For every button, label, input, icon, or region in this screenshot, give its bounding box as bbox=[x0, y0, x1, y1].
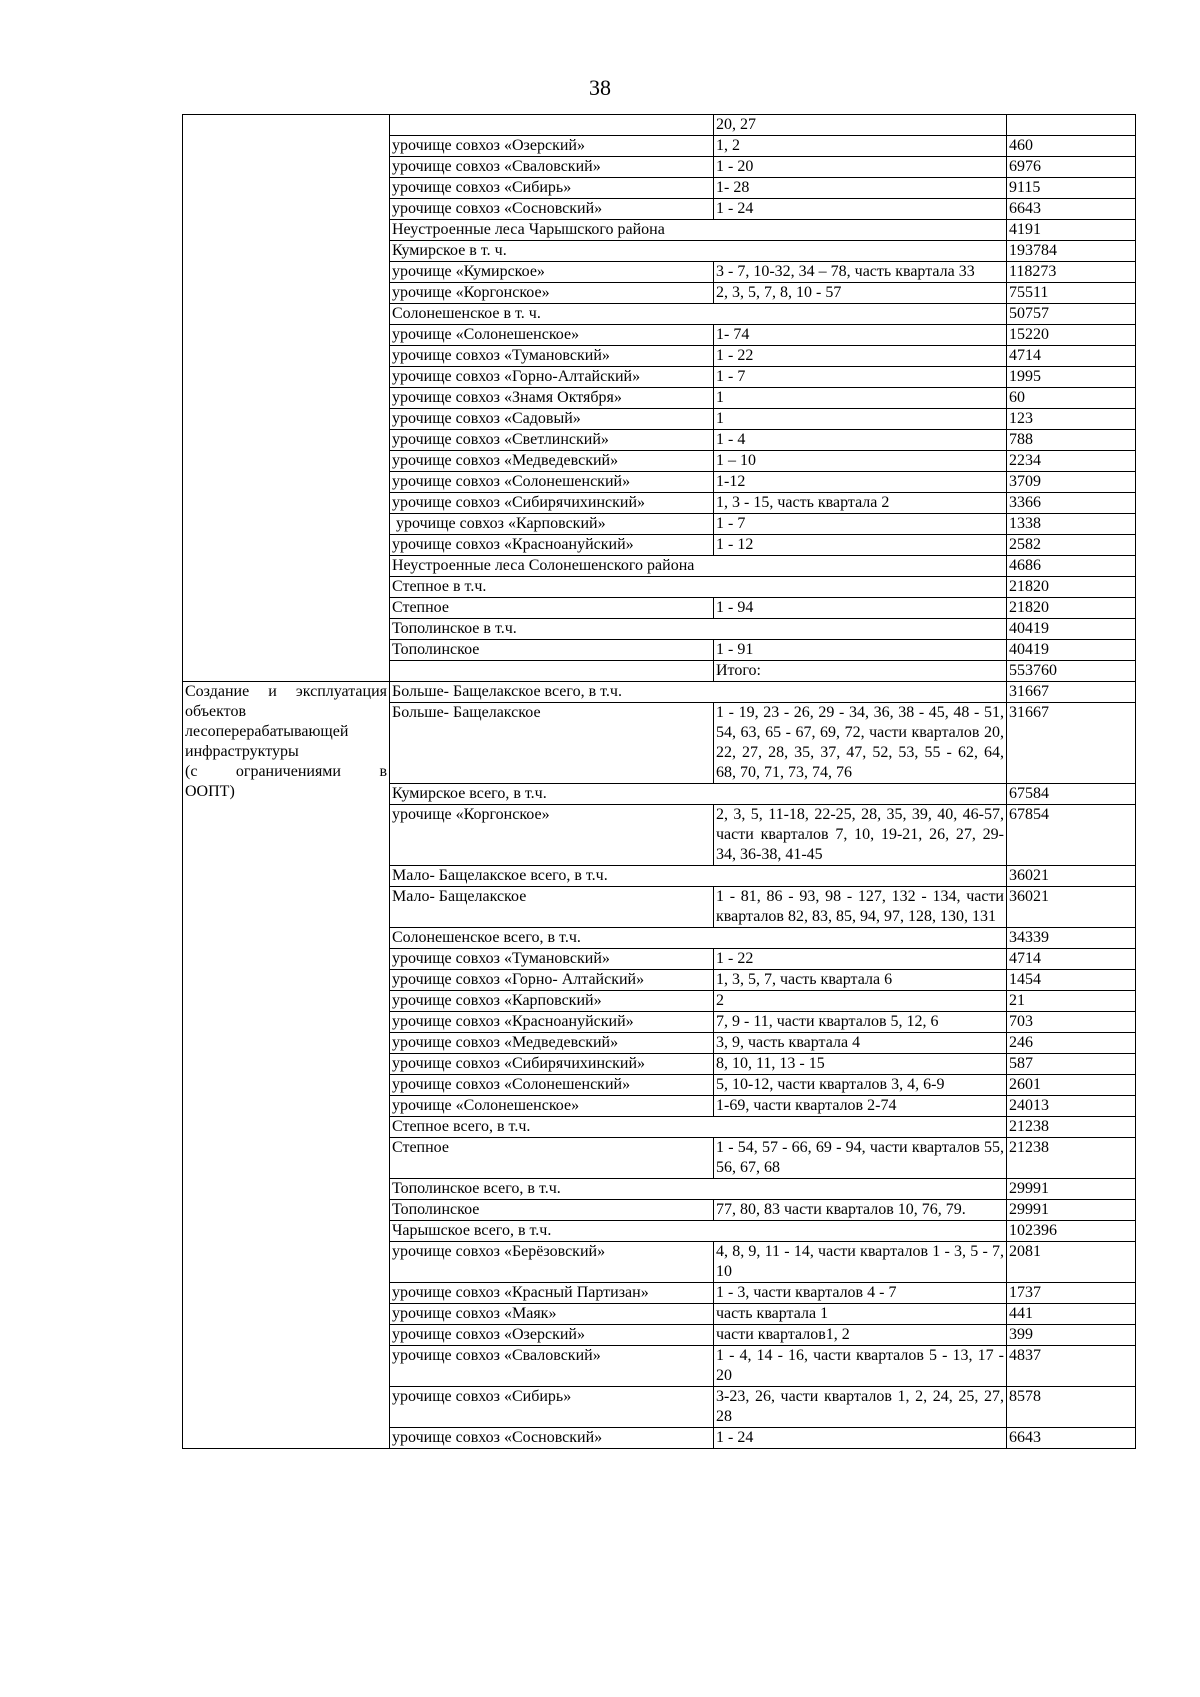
forest-quarters-table bbox=[182, 114, 1136, 1449]
forestry-name-cell: Чарышское всего, в т.ч. bbox=[390, 1221, 1007, 1242]
forestry-name-cell: урочище «Солонешенское» bbox=[390, 1096, 714, 1117]
area-cell: 3709 bbox=[1007, 472, 1136, 493]
forestry-name-cell: Тополинское bbox=[390, 1200, 714, 1221]
forestry-name-cell: Солонешенское в т. ч. bbox=[390, 304, 1007, 325]
forestry-name-cell: урочище совхоз «Берёзовский» bbox=[390, 1242, 714, 1283]
area-cell: 460 bbox=[1007, 136, 1136, 157]
quarters-cell: 1- 74 bbox=[714, 325, 1007, 346]
quarters-cell: 1-69, части кварталов 2-74 bbox=[714, 1096, 1007, 1117]
activity-line: (с ограничениями в bbox=[185, 763, 387, 780]
area-cell: 29991 bbox=[1007, 1179, 1136, 1200]
forestry-name-cell: Степное bbox=[390, 598, 714, 619]
area-cell: 1737 bbox=[1007, 1283, 1136, 1304]
quarters-cell: 1 bbox=[714, 388, 1007, 409]
area-cell: 4714 bbox=[1007, 949, 1136, 970]
forestry-name-cell: Неустроенные леса Солонешенского района bbox=[390, 556, 1007, 577]
quarters-cell: 1 - 4, 14 - 16, части кварталов 5 - 13, 17 - 20 bbox=[714, 1346, 1007, 1387]
forestry-name-cell: урочище «Кумирское» bbox=[390, 262, 714, 283]
quarters-cell: 5, 10-12, части кварталов 3, 4, 6-9 bbox=[714, 1075, 1007, 1096]
area-cell: 21238 bbox=[1007, 1117, 1136, 1138]
area-cell: 36021 bbox=[1007, 887, 1136, 928]
area-cell: 40419 bbox=[1007, 619, 1136, 640]
quarters-cell: 1 - 19, 23 - 26, 29 - 34, 36, 38 - 45, 48 - 51, 54, 63, 65 - 67, 69, 72, части кварталов 20, 22, 27, 28, 35, 37, 47, 52, 53, 55 - 62, 64, 68, 70, 71, 73, 74, 76 bbox=[714, 703, 1007, 784]
quarters-cell: 1 - 4 bbox=[714, 430, 1007, 451]
area-cell: 15220 bbox=[1007, 325, 1136, 346]
forestry-name-cell: урочище совхоз «Озерский» bbox=[390, 1325, 714, 1346]
quarters-cell: 1 - 54, 57 - 66, 69 - 94, части кварталов 55, 56, 67, 68 bbox=[714, 1138, 1007, 1179]
forestry-name-cell: Больше- Бащелакское всего, в т.ч. bbox=[390, 682, 1007, 703]
forestry-name-cell bbox=[390, 661, 714, 682]
activity-cell-empty bbox=[183, 115, 390, 682]
area-cell: 6643 bbox=[1007, 1428, 1136, 1449]
forestry-name-cell: Степное bbox=[390, 1138, 714, 1179]
quarters-cell: 1, 3, 5, 7, часть квартала 6 bbox=[714, 970, 1007, 991]
quarters-cell: 2, 3, 5, 11-18, 22-25, 28, 35, 39, 40, 46-57, части кварталов 7, 10, 19-21, 26, 27, 29-34, 36-38, 41-45 bbox=[714, 805, 1007, 866]
forestry-name-cell: урочище совхоз «Озерский» bbox=[390, 136, 714, 157]
area-cell: 29991 bbox=[1007, 1200, 1136, 1221]
forestry-name-cell: Неустроенные леса Чарышского района bbox=[390, 220, 1007, 241]
quarters-cell: 77, 80, 83 части кварталов 10, 76, 79. bbox=[714, 1200, 1007, 1221]
area-cell: 8578 bbox=[1007, 1387, 1136, 1428]
forestry-name-cell: урочище совхоз «Сибирячихинский» bbox=[390, 493, 714, 514]
area-cell: 1995 bbox=[1007, 367, 1136, 388]
quarters-cell: 1-12 bbox=[714, 472, 1007, 493]
area-cell: 2601 bbox=[1007, 1075, 1136, 1096]
forestry-name-cell: Тополинское в т.ч. bbox=[390, 619, 1007, 640]
quarters-cell: Итого: bbox=[714, 661, 1007, 682]
area-cell: 31667 bbox=[1007, 682, 1136, 703]
forestry-name-cell: урочище совхоз «Карповский» bbox=[390, 514, 714, 535]
quarters-cell: 1, 3 - 15, часть квартала 2 bbox=[714, 493, 1007, 514]
area-cell: 123 bbox=[1007, 409, 1136, 430]
area-cell: 587 bbox=[1007, 1054, 1136, 1075]
forestry-name-cell: урочище совхоз «Сосновский» bbox=[390, 1428, 714, 1449]
area-cell: 703 bbox=[1007, 1012, 1136, 1033]
area-cell: 193784 bbox=[1007, 241, 1136, 262]
forestry-name-cell: урочище совхоз «Тумановский» bbox=[390, 346, 714, 367]
area-cell: 21 bbox=[1007, 991, 1136, 1012]
forestry-name-cell: урочище совхоз «Маяк» bbox=[390, 1304, 714, 1325]
forestry-name-cell: урочище совхоз «Красноануйский» bbox=[390, 535, 714, 556]
forestry-name-cell: урочище совхоз «Знамя Октября» bbox=[390, 388, 714, 409]
forestry-name-cell: Кумирское в т. ч. bbox=[390, 241, 1007, 262]
quarters-cell: 1 - 24 bbox=[714, 199, 1007, 220]
activity-line: лесоперерабатывающей bbox=[185, 723, 349, 740]
quarters-cell: 4, 8, 9, 11 - 14, части кварталов 1 - 3, 5 - 7, 10 bbox=[714, 1242, 1007, 1283]
quarters-cell: часть квартала 1 bbox=[714, 1304, 1007, 1325]
area-cell bbox=[1007, 115, 1136, 136]
forestry-name-cell: урочище совхоз «Горно- Алтайский» bbox=[390, 970, 714, 991]
quarters-cell: 1 - 22 bbox=[714, 346, 1007, 367]
quarters-cell: 1 - 3, части кварталов 4 - 7 bbox=[714, 1283, 1007, 1304]
table-row bbox=[183, 115, 1136, 136]
activity-line: Создание и эксплуатация bbox=[185, 683, 387, 700]
quarters-cell: 3-23, 26, части кварталов 1, 2, 24, 25, 27, 28 bbox=[714, 1387, 1007, 1428]
quarters-cell: 3 - 7, 10-32, 34 – 78, часть квартала 33 bbox=[714, 262, 1007, 283]
quarters-cell: 2 bbox=[714, 991, 1007, 1012]
area-cell: 102396 bbox=[1007, 1221, 1136, 1242]
quarters-cell: 1 - 22 bbox=[714, 949, 1007, 970]
activity-line: ООПТ) bbox=[185, 783, 235, 800]
area-cell: 399 bbox=[1007, 1325, 1136, 1346]
area-cell: 6976 bbox=[1007, 157, 1136, 178]
area-cell: 67854 bbox=[1007, 805, 1136, 866]
quarters-cell: части кварталов1, 2 bbox=[714, 1325, 1007, 1346]
quarters-cell: 1 - 20 bbox=[714, 157, 1007, 178]
area-cell: 75511 bbox=[1007, 283, 1136, 304]
quarters-cell: 7, 9 - 11, части кварталов 5, 12, 6 bbox=[714, 1012, 1007, 1033]
area-cell: 2582 bbox=[1007, 535, 1136, 556]
page-number: 38 bbox=[589, 75, 611, 100]
table-row bbox=[183, 682, 1136, 703]
quarters-cell: 1 - 7 bbox=[714, 367, 1007, 388]
area-cell: 40419 bbox=[1007, 640, 1136, 661]
area-cell: 4714 bbox=[1007, 346, 1136, 367]
forestry-name-cell: Больше- Бащелакское bbox=[390, 703, 714, 784]
forestry-name-cell: урочище совхоз «Солонешенский» bbox=[390, 1075, 714, 1096]
quarters-cell: 1 - 7 bbox=[714, 514, 1007, 535]
forestry-name-cell: урочище совхоз «Сваловский» bbox=[390, 157, 714, 178]
forestry-name-cell: Степное в т.ч. bbox=[390, 577, 1007, 598]
area-cell: 50757 bbox=[1007, 304, 1136, 325]
quarters-cell: 1 - 91 bbox=[714, 640, 1007, 661]
forestry-name-cell: урочище совхоз «Сваловский» bbox=[390, 1346, 714, 1387]
area-cell: 21238 bbox=[1007, 1138, 1136, 1179]
quarters-cell: 8, 10, 11, 13 - 15 bbox=[714, 1054, 1007, 1075]
forestry-name-cell: урочище «Солонешенское» bbox=[390, 325, 714, 346]
forestry-name-cell: урочище совхоз «Медведевский» bbox=[390, 1033, 714, 1054]
quarters-cell: 20, 27 bbox=[714, 115, 1007, 136]
quarters-cell: 2, 3, 5, 7, 8, 10 - 57 bbox=[714, 283, 1007, 304]
area-cell: 1338 bbox=[1007, 514, 1136, 535]
area-cell: 4191 bbox=[1007, 220, 1136, 241]
activity-cell bbox=[183, 682, 390, 1449]
area-cell: 4837 bbox=[1007, 1346, 1136, 1387]
quarters-cell: 1 - 24 bbox=[714, 1428, 1007, 1449]
forestry-name-cell: Тополинское bbox=[390, 640, 714, 661]
forestry-name-cell: урочище совхоз «Карповский» bbox=[390, 991, 714, 1012]
area-cell: 4686 bbox=[1007, 556, 1136, 577]
area-cell: 31667 bbox=[1007, 703, 1136, 784]
forestry-name-cell: урочище совхоз «Медведевский» bbox=[390, 451, 714, 472]
forestry-name-cell: урочище совхоз «Солонешенский» bbox=[390, 472, 714, 493]
area-cell: 60 bbox=[1007, 388, 1136, 409]
quarters-cell: 1, 2 bbox=[714, 136, 1007, 157]
quarters-cell: 3, 9, часть квартала 4 bbox=[714, 1033, 1007, 1054]
forestry-name-cell: Мало- Бащелакское bbox=[390, 887, 714, 928]
area-cell: 21820 bbox=[1007, 598, 1136, 619]
area-cell: 67584 bbox=[1007, 784, 1136, 805]
area-cell: 34339 bbox=[1007, 928, 1136, 949]
forestry-name-cell bbox=[390, 115, 714, 136]
area-cell: 24013 bbox=[1007, 1096, 1136, 1117]
forestry-name-cell: Тополинское всего, в т.ч. bbox=[390, 1179, 1007, 1200]
forestry-name-cell: урочище совхоз «Горно-Алтайский» bbox=[390, 367, 714, 388]
forestry-name-cell: урочище «Коргонское» bbox=[390, 283, 714, 304]
area-cell: 1454 bbox=[1007, 970, 1136, 991]
forestry-name-cell: урочище совхоз «Тумановский» bbox=[390, 949, 714, 970]
forestry-name-cell: урочище совхоз «Сибирячихинский» bbox=[390, 1054, 714, 1075]
area-cell: 36021 bbox=[1007, 866, 1136, 887]
quarters-cell: 1 - 12 bbox=[714, 535, 1007, 556]
forestry-name-cell: Мало- Бащелакское всего, в т.ч. bbox=[390, 866, 1007, 887]
area-cell: 3366 bbox=[1007, 493, 1136, 514]
forestry-name-cell: урочище совхоз «Сосновский» bbox=[390, 199, 714, 220]
quarters-cell: 1 – 10 bbox=[714, 451, 1007, 472]
area-cell: 21820 bbox=[1007, 577, 1136, 598]
area-cell: 553760 bbox=[1007, 661, 1136, 682]
forestry-name-cell: урочище совхоз «Светлинский» bbox=[390, 430, 714, 451]
area-cell: 788 bbox=[1007, 430, 1136, 451]
forestry-name-cell: урочище совхоз «Красноануйский» bbox=[390, 1012, 714, 1033]
area-cell: 9115 bbox=[1007, 178, 1136, 199]
forestry-name-cell: урочище совхоз «Садовый» bbox=[390, 409, 714, 430]
area-cell: 2081 bbox=[1007, 1242, 1136, 1283]
area-cell: 441 bbox=[1007, 1304, 1136, 1325]
forestry-name-cell: урочище совхоз «Красный Партизан» bbox=[390, 1283, 714, 1304]
forestry-name-cell: Солонешенское всего, в т.ч. bbox=[390, 928, 1007, 949]
activity-line: инфраструктуры bbox=[185, 743, 299, 760]
area-cell: 118273 bbox=[1007, 262, 1136, 283]
forestry-name-cell: Степное всего, в т.ч. bbox=[390, 1117, 1007, 1138]
forestry-name-cell: Кумирское всего, в т.ч. bbox=[390, 784, 1007, 805]
area-cell: 2234 bbox=[1007, 451, 1136, 472]
quarters-cell: 1 bbox=[714, 409, 1007, 430]
forestry-name-cell: урочище «Коргонское» bbox=[390, 805, 714, 866]
activity-line: объектов bbox=[185, 703, 247, 720]
quarters-cell: 1 - 81, 86 - 93, 98 - 127, 132 - 134, части кварталов 82, 83, 85, 94, 97, 128, 130, 131 bbox=[714, 887, 1007, 928]
forestry-name-cell: урочище совхоз «Сибирь» bbox=[390, 178, 714, 199]
area-cell: 6643 bbox=[1007, 199, 1136, 220]
quarters-cell: 1- 28 bbox=[714, 178, 1007, 199]
area-cell: 246 bbox=[1007, 1033, 1136, 1054]
forestry-name-cell: урочище совхоз «Сибирь» bbox=[390, 1387, 714, 1428]
quarters-cell: 1 - 94 bbox=[714, 598, 1007, 619]
